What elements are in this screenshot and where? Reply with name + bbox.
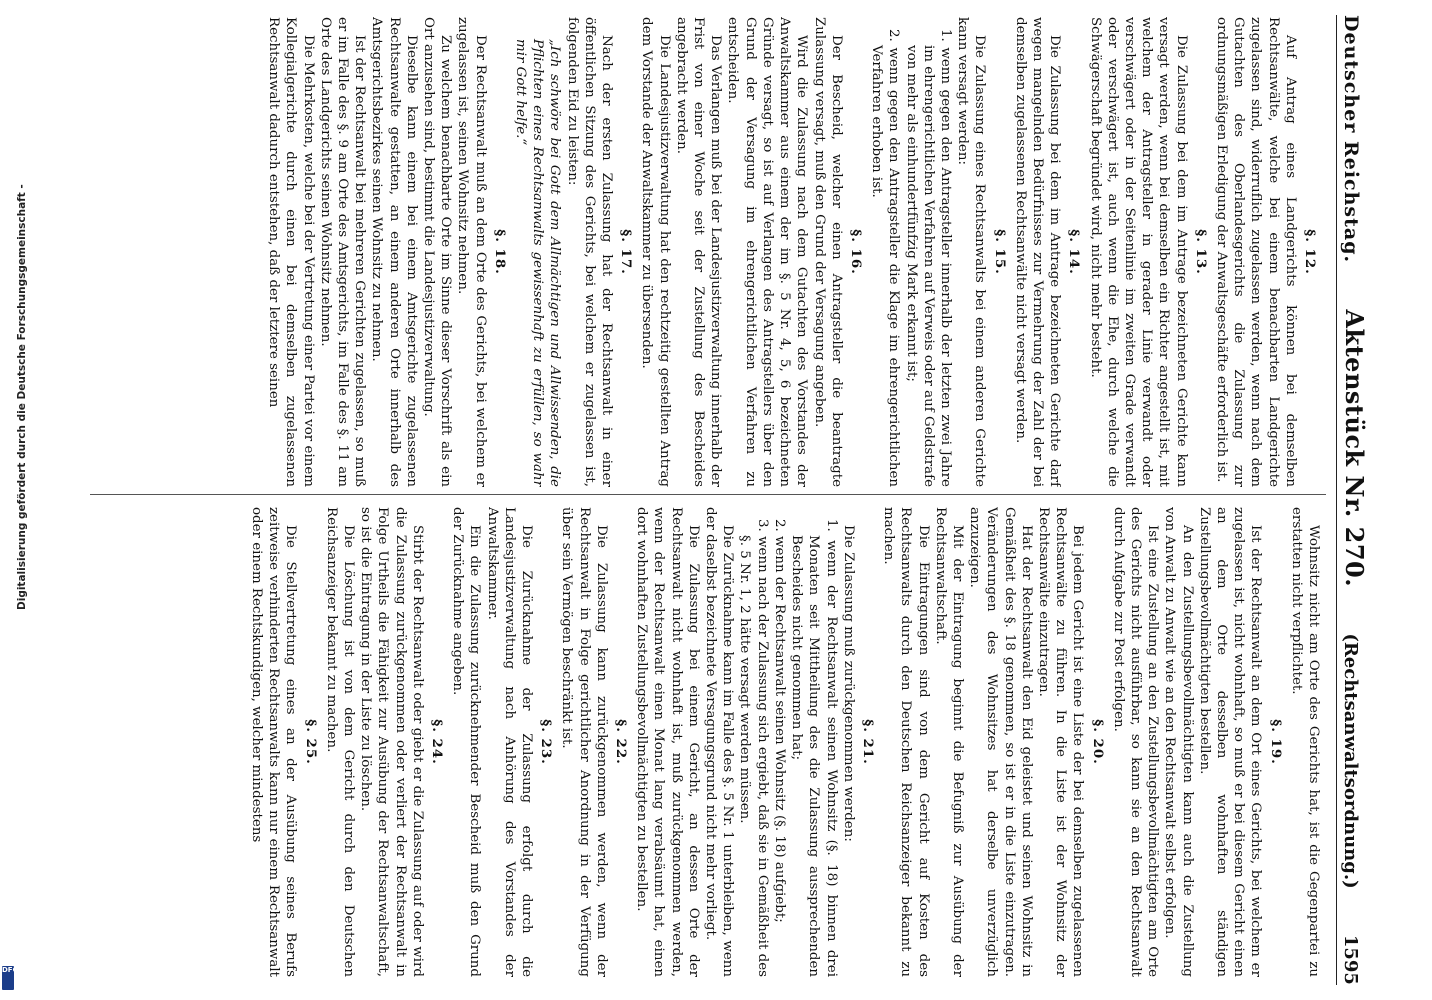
paragraph: Ist der Rechtsanwalt bei mehreren Gerichten zugelassen, so muß er im Falle des §. 9 am Orte des Amtsgerichts, im Falle des §. 11 am Orte des Landgerichts seinen Wohnsitz nehmen.: [317, 17, 368, 487]
paragraph: Die Eintragungen sind von dem Gericht auf Kosten des Rechtsanwalts durch den Deutschen Reichsanzeiger bekannt zu machen.: [881, 507, 931, 977]
list-item: 1. wenn gegen den Antragsteller innerhalb der letzten zwei Jahre im ehrengerichtlichen Verfahren auf Verweis oder auf Geldstrafe von mehr als einhundertfünfzig Mark erkannt ist;: [903, 29, 953, 487]
paragraph: Das Verlangen muß bei der Landesjustizverwaltung innerhalb der Frist von einer Woche seit der Zustellung des Bescheides angebracht werden.: [673, 17, 724, 487]
section-heading: §. 23.: [538, 719, 555, 765]
paragraph: Die Zulassung bei dem im Antrage bezeichneten Gerichte kann versagt werden, wenn bei demselben ein Richter angestellt ist, mit welchem der Antragsteller in gerader Linie verwandt oder verschwägert oder in der Seitenlinie im zweiten Grade verwandt oder verschwägert ist, auch wenn die Ehe, durch welche die Schwägerschaft begründet wird, nicht mehr besteht.: [1087, 17, 1189, 487]
paragraph: Dieselbe kann einem bei einem Amtsgerichte zugelassenen Rechtsanwalte gestatten, an einem anderen Orte innerhalb des Amtsgerichtsbezirkes seinen Wohnsitz zu nehmen.: [369, 17, 419, 487]
section-heading: §. 12.: [1302, 229, 1318, 275]
section-heading: §. 24.: [429, 719, 446, 765]
digitization-credit: Digitalisierung gefördert durch die Deutsche Forschungsgemeinschaft -: [16, 184, 28, 610]
section-heading: §. 17.: [618, 229, 635, 275]
paragraph: Hat der Rechtsanwalt den Eid geleistet und seinen Wohnsitz in Gemäßheit des §. 18 genommen, so ist er in die Liste einzutragen. Veränderungen des Wohnsitzes hat derselbe unverzüglich anzuzeigen.: [967, 507, 1034, 977]
paragraph: Die Stellvertretung eines an der Ausübung seines Berufs zeitweise verhinderten Rechtsanwalts kann nur einem Rechtsanwalt oder einem Rechtskundigen, welcher mindestens: [249, 507, 299, 977]
paragraph: Die Zulassung bei dem im Antrage bezeichneten Gerichte darf wegen mangelnden Bedürfnisses zur Vermehrung der Zahl der bei demselben zugelassenen Rechtsanwälte nicht versagt werden.: [1012, 17, 1063, 487]
paragraph: Stirbt der Rechtsanwalt oder giebt er die Zulassung auf oder wird die Zulassung zurückgenommen oder verliert der Rechtsanwalt in Folge Urtheils die Fähigkeit zur Ausübung der Rechtsanwaltschaft, so ist die Eintragung in der Liste zu löschen.: [358, 507, 425, 977]
page-header: [1336, 15, 1369, 985]
paragraph: Die Zulassung bei einem Gericht, an dessen Orte der Rechtsanwalt nicht wohnhaft ist, muß zurückgenommen werden, wenn der Rechtsanwalt einen Monat lang verabsäumt hat, einen dort wohnhaften Zustellungsbevollmächtigten zu bestellen.: [634, 507, 701, 977]
paragraph: Mit der Eintragung beginnt die Befugniß zur Ausübung der Rechtsanwaltschaft.: [932, 507, 965, 977]
section-heading: §. 19.: [1267, 719, 1284, 765]
paragraph: Zu welchem benachbarte Orte im Sinne dieser Vorschrift als ein Ort anzusehen sind, bestimmt die Landesjustizverwaltung.: [421, 17, 454, 487]
scanned-page: [86, 5, 1369, 995]
paragraph: Die Landesjustizverwaltung hat den rechtzeitig gestellten Antrag dem Vorstande der Anwaltskammer zu übersenden.: [639, 17, 672, 487]
list-item: 2. wenn gegen den Antragsteller die Klage im ehrengerichtlichen Verfahren erhoben ist.: [869, 29, 902, 487]
paragraph: Die Zurücknahme der Zulassung erfolgt durch die Landesjustizverwaltung nach Anhörung des Vorstandes der Anwaltskammer.: [484, 507, 535, 977]
paragraph: Die Zurücknahme kann im Falle des §. 5 Nr. 1 unterbleiben, wenn der daselbst bezeichnete Versagungsgrund nicht mehr vorliegt.: [703, 507, 736, 977]
paragraph: Ist der Rechtsanwalt an dem Ort eines Gerichts, bei welchem er zugelassen ist, nicht wohnhaft, so muß er bei diesem Gericht einen an dem Orte desselben wohnhaften ständigen Zustellungsbevollmächtigten bestellen.: [1196, 507, 1264, 977]
section-heading: §. 13.: [1192, 229, 1209, 275]
text-column-left: [92, 17, 1322, 487]
header-document-number: Aktenstück Nr. 270.: [1340, 309, 1369, 588]
header-right: (Rechtsanwaltsordnung.): [1340, 633, 1361, 889]
paragraph: Nach der ersten Zulassung hat der Rechtsanwalt in einer öffentlichen Sitzung des Gerichts, bei welchem er zugelassen ist, folgenden Eid zu leisten:: [564, 17, 615, 487]
list-item: 2. wenn der Rechtsanwalt seinen Wohnsitz (§. 18) aufgiebt;: [771, 519, 787, 923]
paragraph: Der Bescheid, welcher einen Antragsteller die beantragte Zulassung versagt, muß den Grund der Versagung angeben.: [811, 17, 844, 487]
paragraph: Die Zulassung muß zurückgenommen werden:: [840, 525, 856, 842]
oath-quote: „Ich schwöre bei Gott dem Allmächtigen und Allwissenden, die Pflichten eines Rechtsanwalts gewissenhaft zu erfüllen, so wahr mir Gott helfe.“: [513, 39, 563, 487]
column-divider: [90, 494, 1326, 495]
section-heading: §. 16.: [847, 229, 864, 275]
paragraph: Wird die Zulassung nach dem Gutachten des Vorstandes der Anwaltskammer aus einem der im §. 5 Nr. 4, 5, 6 bezeichneten Gründe versagt, so ist auf Verlangen des Antragstellers über den Grund der Versagung im ehrengerichtlichen Verfahren zu entscheiden.: [725, 17, 810, 487]
paragraph: An den Zustellungsbevollmächtigten kann auch die Zustellung von Anwalt zu Anwalt wie an den Rechtsanwalt selbst erfolgen.: [1162, 507, 1195, 977]
paragraph: Die Zulassung eines Rechtsanwalts bei einem anderen Gerichte kann versagt werden:: [955, 17, 988, 487]
section-heading: §. 20.: [1089, 719, 1106, 765]
header-left: Deutscher Reichstag.: [1340, 15, 1362, 264]
paragraph: Auf Antrag eines Landgerichts können bei demselben Rechtsanwälte, welche bei einem benachbarten Landgerichte zugelassen sind, widerruflich zugelassen werden, wenn nach dem Gutachten des Oberlandesgerichts die Zulassung zur ordnungsmäßigen Erledigung der Anwaltsgeschäfte erforderlich ist.: [1213, 17, 1298, 487]
section-heading: §. 25.: [302, 719, 319, 765]
paragraph: Die Zulassung kann zurückgenommen werden, wenn der Rechtsanwalt in Folge gerichtlicher Anordnung in der Verfügung über sein Vermögen beschränkt ist.: [559, 507, 609, 977]
text-column-right: [92, 507, 1322, 977]
section-heading: §. 21.: [859, 719, 876, 765]
page-number: 1595: [1340, 934, 1361, 985]
section-heading: §. 22.: [613, 719, 630, 765]
paragraph: Wohnsitz nicht am Orte des Gerichts hat, ist die Gegenpartei zu erstatten nicht verpflichtet.: [1288, 507, 1321, 977]
list-item: 1. wenn der Rechtsanwalt seinen Wohnsitz (§. 18) binnen drei Monaten seit Mittheilung des die Zulassung aussprechenden Bescheides nicht genommen hat;: [789, 519, 839, 977]
paragraph: Die Löschung ist von dem Gericht durch den Deutschen Reichsanzeiger bekannt zu machen.: [323, 507, 357, 977]
section-heading: §. 18.: [491, 229, 508, 275]
footer-strip: [0, 0, 19, 1000]
paragraph: Ist eine Zustellung an den Zustellungsbevollmächtigten am Orte des Gerichts nicht ausführbar, so kann sie an den Rechtsanwalt durch Aufgabe zur Post erfolgen.: [1110, 507, 1161, 977]
section-heading: §. 14.: [1066, 229, 1083, 275]
dfg-logo-text: DFG: [2, 966, 19, 974]
section-heading: §. 15.: [991, 229, 1008, 275]
paragraph: Ein die Zulassung zurücknehmender Bescheid muß den Grund der Zurücknahme angeben.: [450, 507, 483, 977]
list-item: 3. wenn nach der Zulassung sich ergiebt, daß sie in Gemäßheit des §. 5 Nr. 1, 2 hätte versagt werden müssen.: [737, 519, 770, 977]
paragraph: Der Rechtsanwalt muß an dem Orte des Gerichts, bei welchem er zugelassen ist, seinen Wohnsitz nehmen.: [455, 17, 488, 487]
paragraph: Die Mehrkosten, welche bei der Vertretung einer Partei vor einem Kollegialgerichte durch einen bei demselben zugelassenen Rechtsanwalt dadurch entstehen, daß der letztere seinen: [266, 17, 316, 487]
dfg-logo-icon: [2, 966, 19, 990]
paragraph: Bei jedem Gericht ist eine Liste der bei demselben zugelassenen Rechtsanwälte zu führen. In die Liste ist der Wohnsitz der Rechtsanwälte einzutragen.: [1035, 507, 1086, 977]
